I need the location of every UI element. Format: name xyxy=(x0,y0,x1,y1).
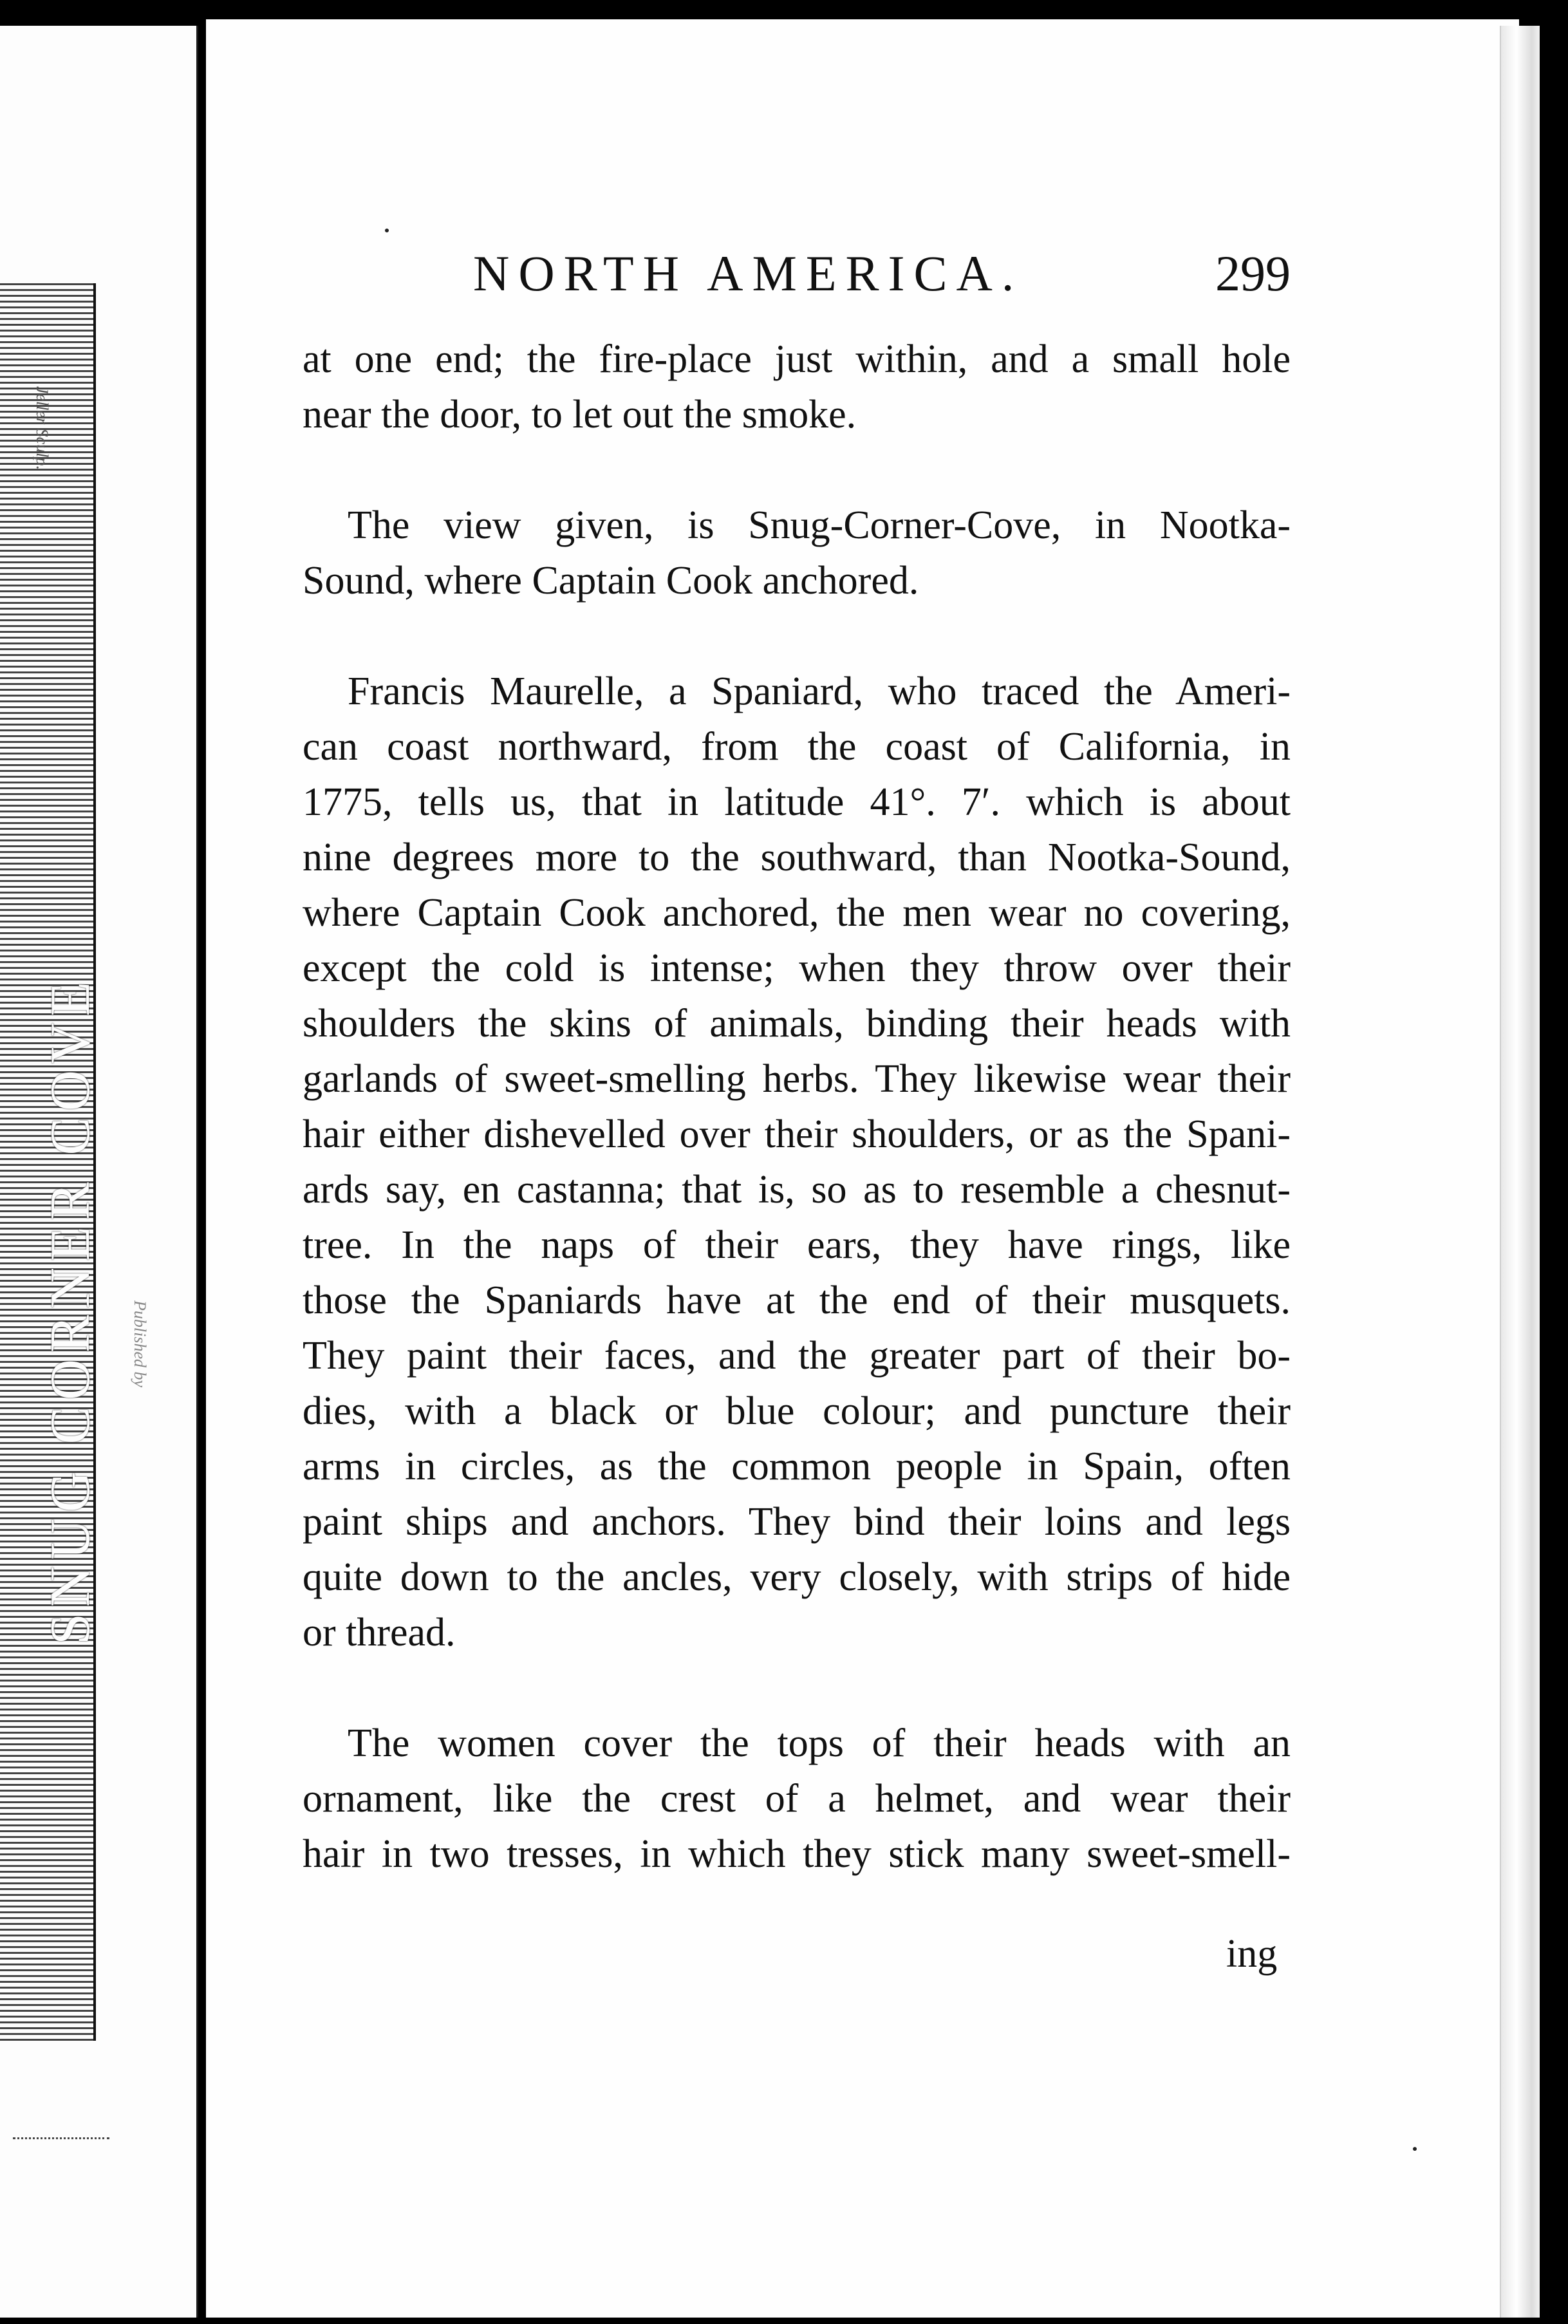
text-line: can coast northward, from the coast of California, in xyxy=(303,725,1291,769)
page-number: 299 xyxy=(1215,245,1291,301)
text-line: quite down to the ancles, very closely, with strips of hide xyxy=(303,1555,1291,1599)
engraver-credit: Jeller Sculp. xyxy=(33,386,51,470)
text-line: arms in circles, as the common people in Spain, often xyxy=(303,1445,1291,1488)
text-line: The view given, is Snug-Corner-Cove, in Nootka- xyxy=(348,503,1291,547)
catchword: ing xyxy=(1226,1932,1278,1976)
text-line: Francis Maurelle, a Spaniard, who traced the Ameri- xyxy=(348,670,1291,713)
text-line: They paint their faces, and the greater part of their bo- xyxy=(303,1334,1291,1378)
plate-dotted-mark xyxy=(13,2137,109,2146)
text-line: Sound, where Captain Cook anchored. xyxy=(303,559,919,603)
text-line: hair either dishevelled over their shoulders, or as the Spani- xyxy=(303,1112,1291,1156)
scan-speck xyxy=(1413,2147,1417,2151)
text-line: near the door, to let out the smoke. xyxy=(303,393,857,436)
text-line: tree. In the naps of their ears, they have rings, like xyxy=(303,1223,1291,1267)
engraving-plate xyxy=(0,26,198,2318)
body-text xyxy=(303,332,1291,1882)
text-line: nine degrees more to the southward, than Nootka-Sound, xyxy=(303,836,1291,879)
text-line: paint ships and anchors. They bind their loins and legs xyxy=(303,1500,1291,1544)
text-line: ornament, like the crest of a helmet, and wear their xyxy=(303,1777,1291,1821)
page-header xyxy=(473,245,1291,315)
text-line: where Captain Cook anchored, the men wear no covering, xyxy=(303,891,1291,935)
page-edge xyxy=(1500,26,1540,2318)
text-line: those the Spaniards have at the end of their musquets. xyxy=(303,1279,1291,1322)
text-line: garlands of sweet-smelling herbs. They likewise wear their xyxy=(303,1057,1291,1101)
plate-title: SNUG CORNER COVE xyxy=(39,975,102,1645)
running-head: NORTH AMERICA. xyxy=(473,245,1023,301)
text-line: shoulders the skins of animals, binding their heads with xyxy=(303,1002,1291,1045)
text-line: except the cold is intense; when they throw over their xyxy=(303,946,1291,990)
scan-speck xyxy=(385,229,389,232)
text-line: The women cover the tops of their heads with an xyxy=(348,1721,1291,1765)
text-line: at one end; the fire-place just within, and a small hole xyxy=(303,337,1291,381)
text-line: 1775, tells us, that in latitude 41°. 7′. which is about xyxy=(303,780,1291,824)
text-line: hair in two tresses, in which they stick many sweet-smell- xyxy=(303,1832,1291,1876)
publisher-credit: Published by xyxy=(131,1300,149,1388)
text-line: ards say, en castanna; that is, so as to resemble a chesnut- xyxy=(303,1168,1291,1212)
text-line: or thread. xyxy=(303,1611,456,1654)
text-line: dies, with a black or blue colour; and puncture their xyxy=(303,1389,1291,1433)
